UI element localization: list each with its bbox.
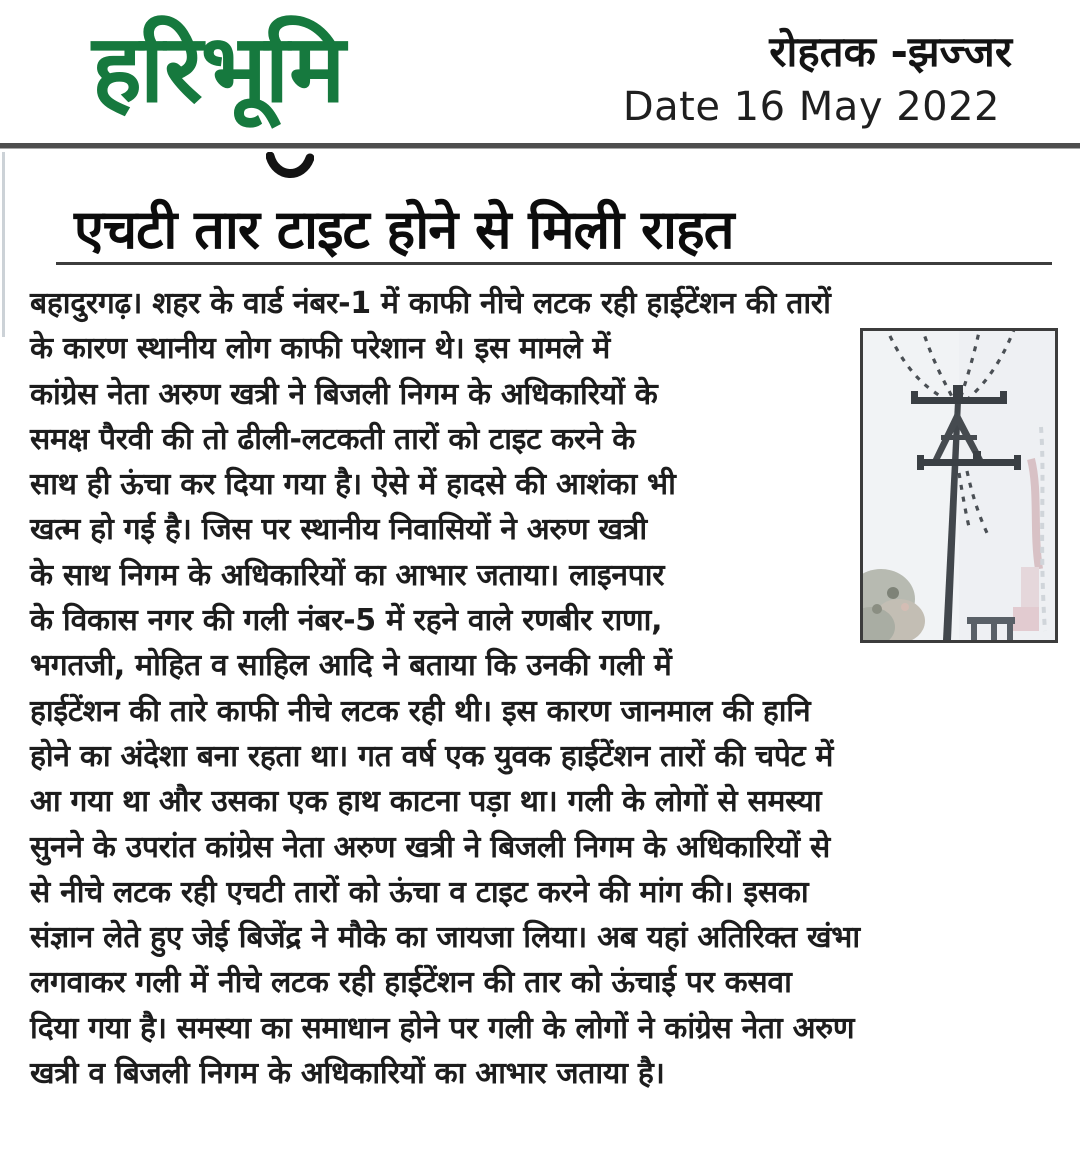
body-text-line: खत्री व बिजली निगम के अधिकारियों का आभार जताया है। [30,1056,665,1092]
body-text-line: लगवाकर गली में नीचे लटक रही हाईटेंशन की तार को ऊंचाई पर कसवा [30,965,792,1001]
headline-underline-rule [56,262,1052,265]
body-text-line: आ गया था और उसका एक हाथ काटना पड़ा था। गली के लोगों से समस्या [30,784,822,820]
body-text-line: समक्ष पैरवी की तो ढीली-लटकती तारों को टाइट करने के [30,421,636,457]
article-headline: एचटी तार टाइट होने से मिली राहत [74,198,734,261]
header-divider-rule [0,143,1080,149]
body-text-line: दिया गया है। समस्या का समाधान होने पर गली के लोगों ने कांग्रेस नेता अरुण [30,1010,855,1046]
body-text-line: हाईटेंशन की तारे काफी नीचे लटक रही थी। इस कारण जानमाल की हानि [30,693,811,729]
cropped-matra-curve [266,152,314,182]
cropped-headline-fragment [266,152,314,182]
body-text-line: से नीचे लटक रही एचटी तारों को ऊंचा व टाइट करने की मांग की। इसका [30,874,809,910]
body-text-line: खत्म हो गई है। जिस पर स्थानीय निवासियों ने अरुण खत्री [30,512,647,548]
body-text-line: कांग्रेस नेता अरुण खत्री ने बिजली निगम के अधिकारियों के [30,376,658,412]
body-text-line: के साथ निगम के अधिकारियों का आभार जताया। लाइनपार [30,557,665,593]
publication-date: Date 16 May 2022 [622,84,1000,130]
body-text-line: बहादुरगढ़। शहर के वार्ड नंबर-1 में काफी नीचे लटक रही हाईटेंशन की तारों [30,286,831,321]
newspaper-masthead-logo: हरिभूमि [92,15,344,124]
body-text-line: सुनने के उपरांत कांग्रेस नेता अरुण खत्री ने बिजली निगम के अधिकारियों से [30,829,830,865]
article-body [30,281,1060,1096]
body-text-line: के कारण स्थानीय लोग काफी परेशान थे। इस मामले में [30,331,611,367]
body-text-line: संज्ञान लेते हुए जेई बिजेंद्र ने मौके का जायजा लिया। अब यहां अतिरिक्त खंभा [30,920,860,956]
body-text-line: साथ ही ऊंचा कर दिया गया है। ऐसे में हादसे की आशंका भी [30,467,676,503]
body-text-line: होने का अंदेशा बना रहता था। गत वर्ष एक युवक हाईटेंशन तारों की चपेट में [30,738,834,774]
left-column-rule [2,152,5,337]
edition-region-label: रोहतक -झज्जर [769,27,1012,76]
body-text-line: भगतजी, मोहित व साहिल आदि ने बताया कि उनकी गली में [30,648,672,684]
body-text-line: के विकास नगर की गली नंबर-5 में रहने वाले रणबीर राणा, [30,603,663,639]
